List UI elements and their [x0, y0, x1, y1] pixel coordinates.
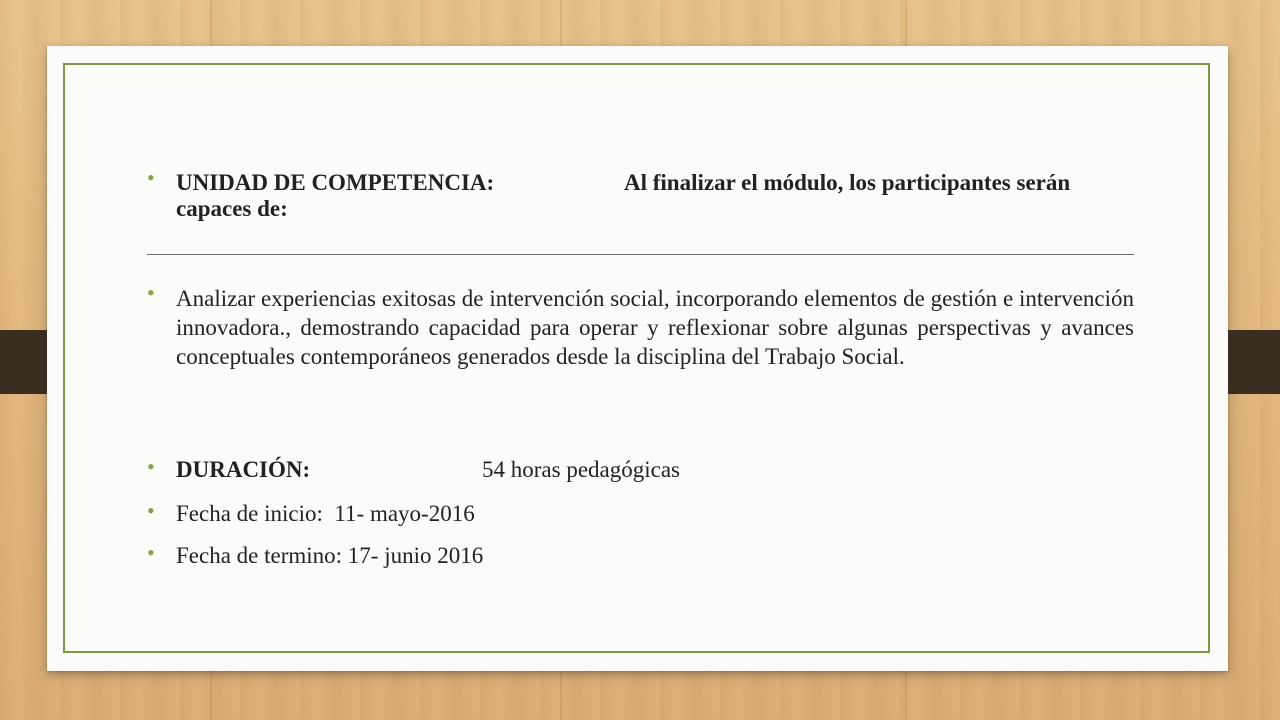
competence-text: Al finalizar el módulo, los participantes serán capaces de: — [176, 170, 1071, 221]
duration-line — [176, 457, 680, 483]
competence-heading — [176, 170, 1136, 222]
duration-label: DURACIÓN: — [176, 457, 311, 482]
divider-line — [147, 254, 1134, 255]
competence-label: UNIDAD DE COMPETENCIA: — [176, 170, 495, 195]
bullet-icon: • — [147, 498, 155, 523]
bullet-icon: • — [147, 280, 155, 305]
end-date: Fecha de termino: 17- junio 2016 — [176, 543, 484, 568]
slide-card — [47, 46, 1228, 671]
start-date: Fecha de inicio: 11- mayo-2016 — [176, 501, 475, 526]
objective-paragraph: Analizar experiencias exitosas de intervención social, incorporando elementos de gestión e intervención innovadora., demostrando capacidad para operar y reflexionar sobre algunas perspectivas y avances conceptuales contemporáneos generados desde la disciplina del Trabajo Social. — [176, 286, 1134, 369]
bullet-icon: • — [147, 540, 155, 565]
bullet-icon: • — [147, 454, 155, 479]
duration-value: 54 horas pedagógicas — [482, 457, 680, 482]
bullet-icon: • — [147, 165, 155, 190]
